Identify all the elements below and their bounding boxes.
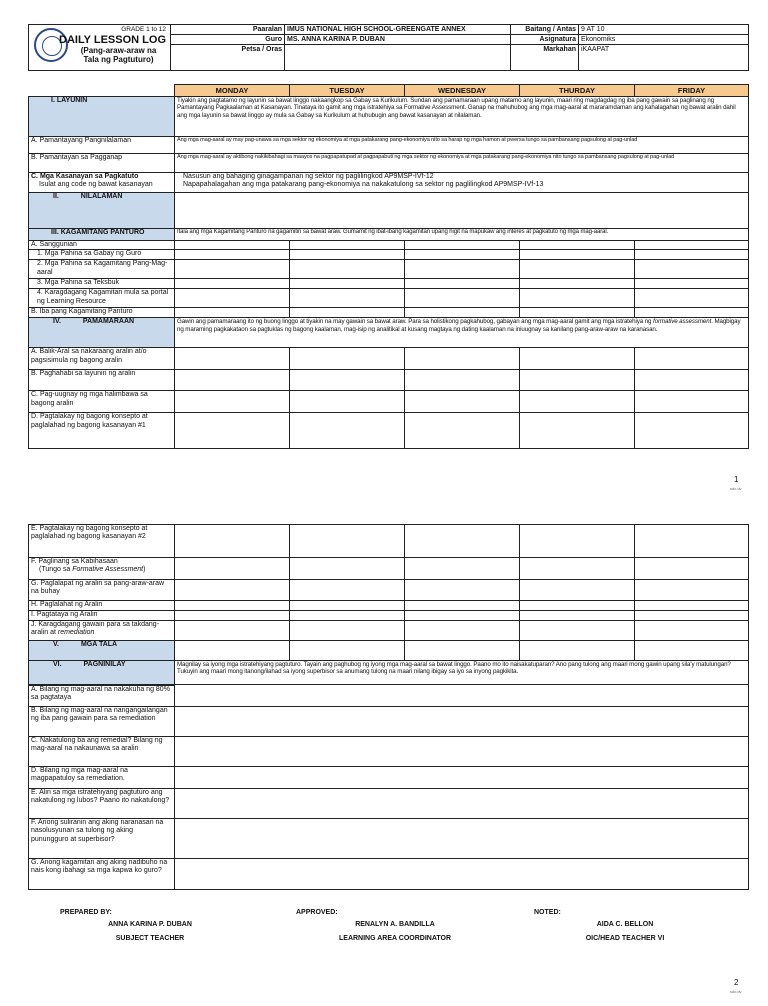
section-nilalaman: [29, 193, 175, 229]
pagninilay-text: Magnilay sa iyong mga istratehiyang pagtuturo. Tayain ang paghubog ng iyong mga mag-aaral sa bawat linggo. Paano mo ito naisakatuparan? Ano pang tulong ang maari mong gawin upang sila'y matulungan? Tukuyin ang maari mong itanong/ilahad sa iyong superbisor sa anumang tulong na maari nilang ibigay sa iyo sa inyong pagkikita.: [175, 661, 749, 685]
approved-title: LEARNING AREA COORDINATOR: [339, 935, 451, 942]
kasanayan-label-note: Isulat ang code ng bawat kasanayan: [39, 181, 153, 189]
paghahabi-label: B. Paghahabi sa layunin ng aralin: [29, 370, 175, 391]
pamantayang-pangnilalaman-text: Ang mga mag-aaral ay may pag-unawa sa mga sektor ng ekonomiya at mga patakarang pang-ekonomiya nito sa harap ng mga hamon at pwersa tungo sa pambansang pagsulong at pag-unlad: [175, 137, 749, 154]
section-pamamaraan: [29, 318, 175, 348]
kasanayan-label-title: C. Mga Kasanayan sa Pagkatuto: [31, 173, 139, 180]
teacher-value: MS. ANNA KARINA P. DUBAN: [285, 35, 511, 45]
nilalaman-label: NILALAMAN: [80, 193, 123, 200]
kasanayan-code-1: Nasusuri ang bahaging ginagampanan ng sektor ng paglilingkod AP9MSP-IVf-12: [183, 173, 434, 180]
footer-mark-2: sdc.dv: [730, 989, 742, 994]
grade-level-label: Baitang / Antas: [511, 25, 579, 35]
subject-value: Ekonomiks: [579, 35, 749, 45]
page-number-2: 2: [734, 978, 739, 987]
section-kagamitang-panturo: III. KAGAMITANG PANTURO: [29, 229, 175, 241]
balik-aral-label: A. Balik-Aral sa nakaraang aralin at/o pagsisimula ng bagong aralin: [29, 348, 175, 370]
section-mga-tala: V. MGA TALA: [29, 641, 175, 661]
paglalahat-label: H. Paglalahat ng Aralin: [29, 601, 175, 611]
school-value: IMUS NATIONAL HIGH SCHOOL-GREENGATE ANNEX: [285, 25, 511, 35]
reflection-f-label: F. Anong suliranin ang aking naranasan na nasolusyunan sa tulong ng aking punungguro at superbisor?: [29, 819, 175, 859]
header-table: [28, 24, 749, 71]
gabay-ng-guro-label: 1. Mga Pahina sa Gabay ng Guro: [29, 250, 175, 260]
subject-label: Asignatura: [511, 35, 579, 45]
pagtalakay-2-label: E. Pagtalakay ng bagong konsepto at paglalahad ng bagong kasanayan #2: [29, 525, 175, 558]
section-layunin: I. LAYUNIN: [29, 97, 175, 137]
approved-name: RENALYN A. BANDILLA: [355, 921, 435, 928]
page-number-1: 1: [734, 475, 739, 484]
footer-mark-1: sdc.dv: [730, 486, 742, 491]
sanggunian-label: A. Sanggunian: [29, 241, 175, 250]
teksbuk-label: 3. Mga Pahina sa Teksbuk: [29, 279, 175, 289]
reflection-e-label: E. Alin sa mga istratehiyang pagtuturo ang nakatulong ng lubos? Paano ito nakatulong?: [29, 789, 175, 819]
kasanayan-code-2: Napapahalagahan ang mga patakarang pang-ekonomiya na nakakatulong sa sektor ng paglilingkod AP9MSP-IVf-13: [183, 181, 544, 189]
day-header-wednesday: WEDNESDAY: [405, 85, 520, 97]
document-subtitle-1: (Pang-araw-araw na: [80, 46, 157, 55]
day-header-thursday: THURDAY: [520, 85, 635, 97]
layunin-text: Tiyakin ang pagtatamo ng layunin sa bawat linggo nakaangkop sa Gabay sa Kurikulum. Sundan ang pamamaraan upang matamo ang layunin, maari ring magdagdag ng iba pang gawain sa paglinang ng Pamantayang Pagkaalaman at Kasanayan. Tinataya ito gamit ang mga istratehiya sa Formative Assessment. Ganap na mahuhubog ang mga mag-aaral at mararamdaman ang kahalagahan ng bawat aralin dahil ang mga layunin sa bawat linggo ay mula sa Gabay sa Kurikulum at huhubugin ang bawat kasanayan at nilalaman.: [175, 97, 749, 137]
kasanayan-text: [175, 173, 749, 193]
reflection-a-label: A. Bilang ng mag-aaral na nakakuha ng 80% sa pagtataya: [29, 685, 175, 707]
reflection-b-label: B. Bilang ng mag-aaral na nangangailangan ng iba pang gawain para sa remediation: [29, 707, 175, 737]
pamamaraan-label: PAMAMARAAN: [82, 318, 135, 326]
pagtataya-label: I. Pagtataya ng Aralin: [29, 611, 175, 621]
quarter-label: Markahan: [511, 45, 579, 71]
day-header-tuesday: TUESDAY: [290, 85, 405, 97]
teacher-label: Guro: [171, 35, 285, 45]
prepared-by-name: ANNA KARINA P. DUBAN: [108, 921, 192, 928]
pamantayang-pangnilalaman-label: A. Pamantayang Pangnilalaman: [29, 137, 175, 154]
reflection-d-label: D. Bilang ng mga mag-aaral na magpapatuloy sa remediation.: [29, 767, 175, 789]
prepared-by-title: SUBJECT TEACHER: [115, 935, 185, 942]
noted-title: OIC/HEAD TEACHER VI: [585, 935, 665, 942]
pamantayan-sa-pagganap-label: B. Pamantayan sa Pagganap: [29, 154, 175, 173]
noted-name: AIDA C. BELLON: [596, 921, 654, 928]
noted-label: NOTED:: [534, 909, 561, 916]
nilalaman-content: [175, 193, 749, 229]
date-time-value: [285, 45, 511, 71]
karagdagang-gawain-label: J. Karagdagang gawain para sa takdang-aralin at remediation: [29, 621, 175, 641]
school-label: Paaralan: [171, 25, 285, 35]
kagamitang-panturo-text: Itala ang mga Kagamitang Panturo na gagamitin sa bawat araw. Gumamit ng ibat-ibang kagamitan upang higit na mapukaw ang interes at pagkatuto ng mga mag-aaral.: [175, 229, 749, 241]
paglinang-label: F. Paglinang sa Kabihasaan (Tungo sa Formative Assessment): [29, 558, 175, 580]
lesson-table-page-1: [28, 84, 749, 449]
learning-resource-label: 4. Karagdagang Kagamitan mula sa portal ng Learning Resource: [29, 289, 175, 308]
grade-level-value: 9 AT 10: [579, 25, 749, 35]
nilalaman-number: II.: [53, 193, 59, 200]
day-header-monday: MONDAY: [175, 85, 290, 97]
document-subtitle-2: Tala ng Pagtuturo): [83, 55, 154, 64]
day-header-friday: FRIDAY: [635, 85, 749, 97]
lesson-table-page-2: [28, 524, 749, 890]
pag-uugnay-label: C. Pag-uugnay ng mga halimbawa sa bagong aralin: [29, 391, 175, 413]
quarter-value: iKAAPAT: [579, 45, 749, 71]
grade-label: GRADE 1 to 12: [121, 26, 166, 33]
approved-label: APPROVED:: [296, 909, 338, 916]
pamantayan-sa-pagganap-text: Ang mga mag-aaral ay aktibong nakikibahagi sa maayos na pagpapatupad at pagpapabuti ng mga sektor ng ekonomiya at mga patakarang pang-ekonomiya nito tungo sa pambansang pagsulong at pag-unlad: [175, 154, 749, 173]
paglalapat-label: G. Paglalapat ng aralin sa pang-araw-araw na buhay: [29, 580, 175, 601]
pamamaraan-number: IV.: [53, 318, 61, 326]
kasanayan-label: [29, 173, 175, 193]
iba-pang-kagamitan-label: B. Iba pang Kagamitang Panturo: [29, 308, 175, 318]
section-pagninilay: VI. PAGNINILAY: [29, 661, 175, 685]
document-title: DAILY LESSON LOG: [59, 34, 166, 46]
date-time-label: Petsa / Oras: [171, 45, 285, 71]
pagtalakay-1-label: D. Pagtalakay ng bagong konsepto at paglalahad ng bagong kasanayan #1: [29, 413, 175, 449]
kagamitang-pang-mag-aaral-label: 2. Mga Pahina sa Kagamitang Pang-Mag-aaral: [29, 260, 175, 279]
reflection-g-label: G. Anong kagamitan ang aking nadibuho na nais kong ibahagi sa mga kapwa ko guro?: [29, 859, 175, 890]
reflection-c-label: C. Nakatulong ba ang remedial? Bilang ng mag-aaral na nakaunawa sa aralin: [29, 737, 175, 767]
header-title-block: [29, 25, 171, 71]
prepared-by-label: PREPARED BY:: [60, 909, 112, 916]
pamamaraan-text: Gawin ang pamamaraang ito ng buong linggo at tiyakin na may gawain sa bawat araw. Para sa holistikong pagkahubog, gabayan ang mga mag-aaral gamit ang mga istratehiya ng formative assessment. Magbigay ng maraming pagkakataon sa pagtuklas ng bagong kaalaman, mag-isip ng analitikal at kusang magtaya ng dating kaalaman na iniuugnay sa kanilang pang-araw-araw na karanasan.: [175, 318, 749, 348]
